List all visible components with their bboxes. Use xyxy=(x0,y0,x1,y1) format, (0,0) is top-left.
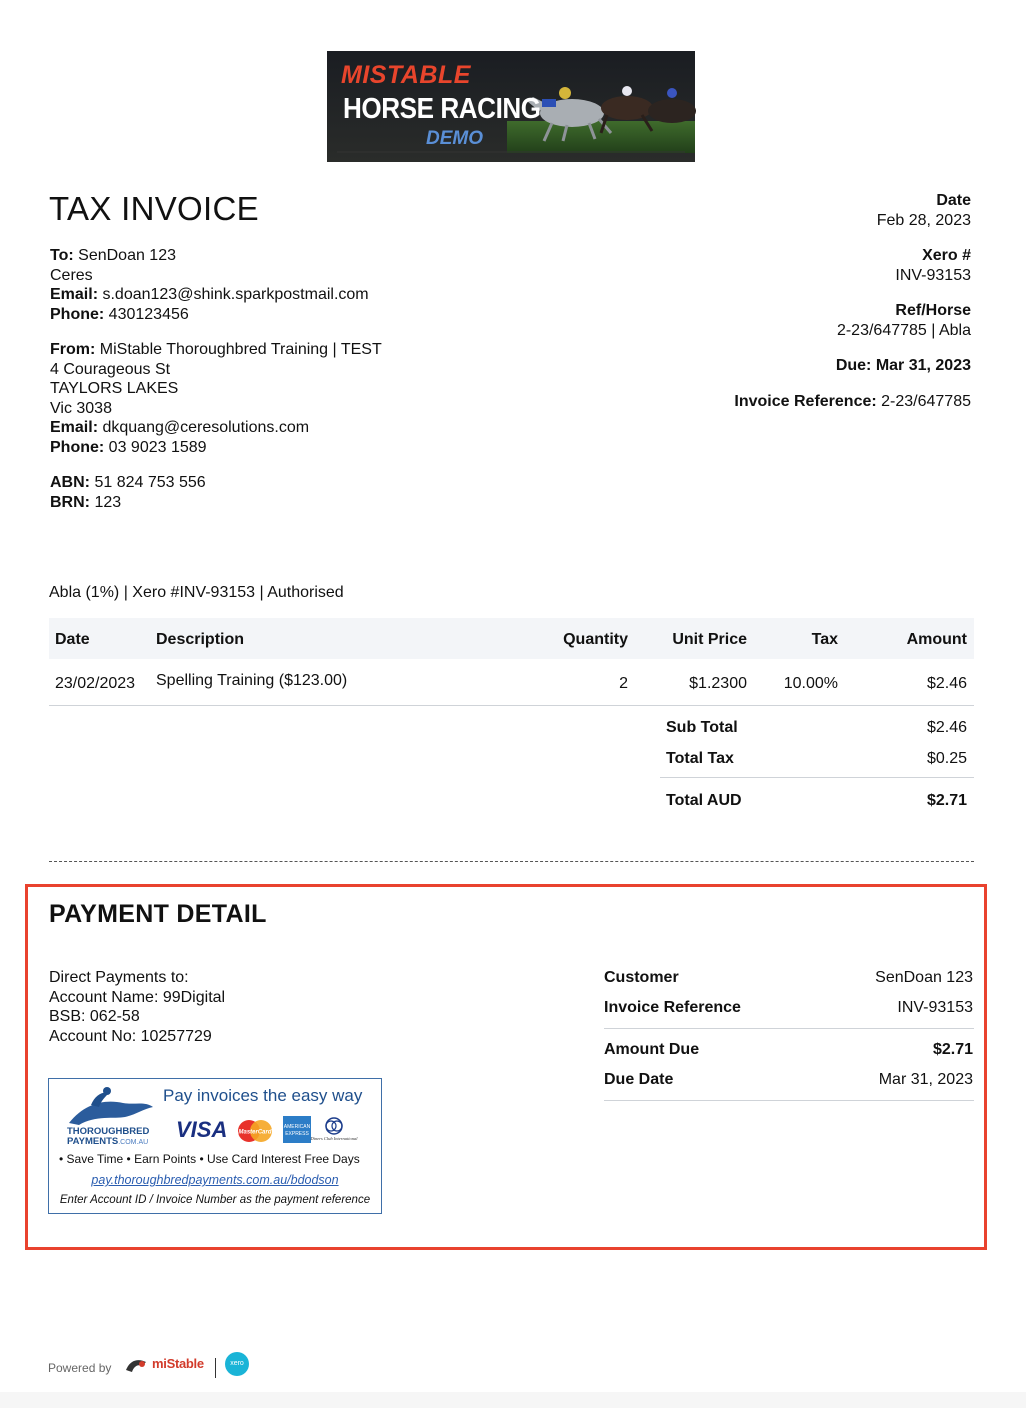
cell-amount: $2.46 xyxy=(926,675,967,692)
banner-brand: MISTABLE xyxy=(341,61,471,89)
xero-meta xyxy=(895,246,971,286)
due-value: Due: Mar 31, 2023 xyxy=(835,357,971,374)
row-divider xyxy=(49,705,974,706)
col-header-unit-price: Unit Price xyxy=(672,631,747,648)
sender-phone: 03 9023 1589 xyxy=(108,438,207,456)
mastercard-logo-icon xyxy=(235,1119,275,1143)
date-meta xyxy=(877,191,971,231)
total-aud-label: Total AUD xyxy=(666,792,742,809)
header-banner xyxy=(327,51,695,162)
thoroughbred-payments-card[interactable] xyxy=(48,1078,382,1214)
col-header-description: Description xyxy=(156,631,245,648)
horse-logo-icon xyxy=(65,1085,157,1129)
date-label: Date xyxy=(936,192,971,209)
card-perks: • Save Time • Earn Points • Use Card Interest Free Days xyxy=(59,1152,360,1166)
xero-label: Xero # xyxy=(922,247,971,264)
recipient-name: SenDoan 123 xyxy=(78,247,176,264)
customer-value: SenDoan 123 xyxy=(875,969,973,986)
due-date-label: Due Date xyxy=(604,1071,674,1088)
email-label: Email: xyxy=(50,286,99,304)
tear-line xyxy=(49,861,974,862)
payment-detail-title: PAYMENT DETAIL xyxy=(49,900,267,928)
bsb: BSB: 062-58 xyxy=(49,1008,140,1026)
thoroughbred-brand xyxy=(67,1127,149,1148)
to-label: To: xyxy=(50,247,74,264)
amex-logo-icon: AMERICAN EXPRESS xyxy=(283,1116,311,1143)
direct-payments-line: Direct Payments to: xyxy=(49,969,189,986)
card-headline: Pay invoices the easy way xyxy=(163,1086,363,1105)
cell-tax: 10.00% xyxy=(783,675,838,692)
recipient-phone: 430123456 xyxy=(108,305,189,323)
subtotal-value: $2.46 xyxy=(926,719,967,736)
payment-link[interactable]: pay.thoroughbredpayments.com.au/bdodson xyxy=(91,1173,339,1187)
recipient-company: Ceres xyxy=(50,266,93,284)
visa-logo-icon: VISA xyxy=(176,1117,228,1142)
ref-value: 2-23/647785 | Abla xyxy=(836,322,971,339)
sender-name: MiStable Thoroughbred Training | TEST xyxy=(99,341,382,358)
date-value: Feb 28, 2023 xyxy=(876,212,971,229)
brand-line-1: THOROUGHBRED xyxy=(67,1126,150,1137)
brand-line-2: PAYMENTS xyxy=(67,1136,119,1147)
abn-label: ABN: xyxy=(50,474,90,491)
totals-divider xyxy=(660,777,974,778)
customer-label: Customer xyxy=(604,969,679,986)
cell-date: 23/02/2023 xyxy=(55,675,136,692)
brn-label: BRN: xyxy=(50,493,90,511)
payment-divider-1 xyxy=(604,1028,974,1029)
sender-email: dkquang@ceresolutions.com xyxy=(102,419,310,437)
subtotal-label: Sub Total xyxy=(666,719,738,736)
col-header-date: Date xyxy=(55,631,90,648)
registration-block xyxy=(50,473,206,512)
ref-meta xyxy=(837,301,971,341)
banner-title: HORSE RACING xyxy=(343,93,541,125)
payment-reference-note: Enter Account ID / Invoice Number as the payment reference xyxy=(59,1194,371,1206)
sender-block xyxy=(50,340,382,458)
sender-street: 4 Courageous St xyxy=(50,360,171,378)
invoice-reference-meta xyxy=(734,392,971,412)
diners-text: Diners Club International xyxy=(310,1136,358,1141)
total-tax-value: $0.25 xyxy=(926,750,967,767)
from-label: From: xyxy=(50,341,96,358)
phone-label: Phone: xyxy=(50,305,105,323)
footer-separator xyxy=(215,1358,216,1378)
powered-by-label: Powered by xyxy=(48,1361,112,1375)
payment-invref-value: INV-93153 xyxy=(897,999,973,1016)
cell-quantity: 2 xyxy=(619,675,628,692)
xero-logo-icon[interactable]: xero xyxy=(225,1352,249,1376)
recipient-email: s.doan123@shink.sparkpostmail.com xyxy=(102,286,369,304)
xero-value: INV-93153 xyxy=(895,267,971,284)
payment-divider-2 xyxy=(604,1100,974,1101)
col-header-tax: Tax xyxy=(811,631,838,648)
invoice-reference-label: Invoice Reference: xyxy=(734,393,877,410)
brn-value: 123 xyxy=(94,493,122,511)
bank-details xyxy=(49,968,225,1046)
due-meta xyxy=(836,356,971,376)
recipient-block xyxy=(50,246,369,324)
sender-state: Vic 3038 xyxy=(50,399,112,417)
amount-due-label: Amount Due xyxy=(604,1041,700,1058)
total-aud-value: $2.71 xyxy=(926,792,967,809)
invoice-reference-value: 2-23/647785 xyxy=(881,393,971,410)
diners-club-logo-icon xyxy=(310,1116,358,1146)
status-line: Abla (1%) | Xero #INV-93153 | Authorised xyxy=(49,584,344,601)
page-bottom-strip xyxy=(0,1392,1026,1408)
amount-due-value: $2.71 xyxy=(932,1041,973,1058)
brand-suffix: .COM.AU xyxy=(118,1139,149,1146)
ref-label: Ref/Horse xyxy=(895,302,971,319)
account-number: Account No: 10257729 xyxy=(49,1027,212,1045)
sender-city: TAYLORS LAKES xyxy=(50,380,179,398)
col-header-quantity: Quantity xyxy=(563,631,628,648)
col-header-amount: Amount xyxy=(906,631,967,648)
total-tax-label: Total Tax xyxy=(666,750,734,767)
mistable-text: miStable xyxy=(152,1356,204,1371)
cell-description: Spelling Training ($123.00) xyxy=(156,672,348,689)
invoice-title: TAX INVOICE xyxy=(49,190,259,227)
banner-demo: DEMO xyxy=(426,128,483,149)
email-label: Email: xyxy=(50,419,99,437)
due-date-value: Mar 31, 2023 xyxy=(878,1071,973,1088)
account-name: Account Name: 99Digital xyxy=(49,988,226,1006)
abn-value: 51 824 753 556 xyxy=(94,474,206,491)
cell-unit-price: $1.2300 xyxy=(689,675,747,692)
payment-invref-label: Invoice Reference xyxy=(604,999,741,1016)
phone-label: Phone: xyxy=(50,438,105,456)
mastercard-text: MasterCard xyxy=(238,1129,272,1136)
